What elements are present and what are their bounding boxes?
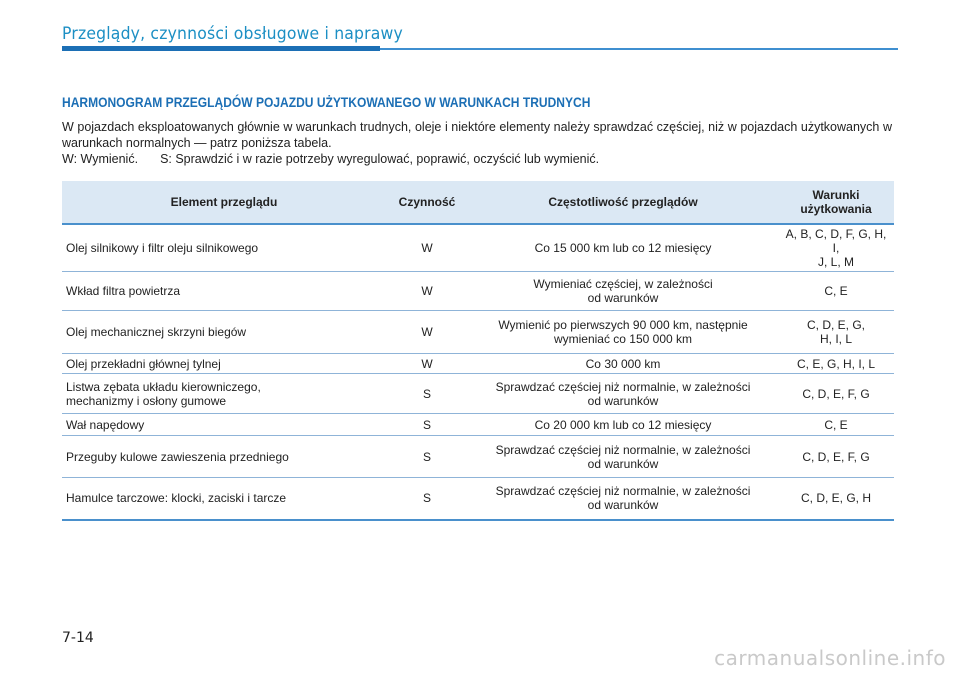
cell-frequency: Sprawdzać częściej niż normalnie, w zależności od warunków (468, 478, 778, 520)
table-row (62, 478, 894, 520)
table-row (62, 272, 894, 311)
table-row (62, 354, 894, 374)
cell-frequency: Sprawdzać częściej niż normalnie, w zależności od warunków (468, 436, 778, 478)
cell-action: S (386, 478, 468, 520)
intro-paragraph: W pojazdach eksploatowanych głównie w warunkach trudnych, oleje i niektóre elementy należy sprawdzać częściej, niż w pojazdach użytkowanych w warunkach normalnych — patrz poniższa tabela. (62, 120, 892, 150)
cell-conditions: C, D, E, F, G (778, 374, 894, 414)
cell-frequency: Co 30 000 km (468, 354, 778, 374)
cell-element: Olej przekładni głównej tylnej (62, 354, 386, 374)
cell-action: W (386, 272, 468, 311)
cell-conditions: C, D, E, G, H (778, 478, 894, 520)
page-number: 7-14 (62, 630, 94, 646)
maintenance-table (62, 181, 894, 521)
cell-action: S (386, 374, 468, 414)
chapter-rule-accent (62, 46, 380, 51)
cell-conditions: A, B, C, D, F, G, H, I, J, L, M (778, 224, 894, 272)
table-row (62, 311, 894, 354)
cell-frequency: Co 15 000 km lub co 12 miesięcy (468, 224, 778, 272)
cell-frequency: Sprawdzać częściej niż normalnie, w zależności od warunków (468, 374, 778, 414)
cell-frequency: Wymieniać częściej, w zależności od warunków (468, 272, 778, 311)
cell-conditions: C, E (778, 272, 894, 311)
cell-element: Olej silnikowy i filtr oleju silnikowego (62, 224, 386, 272)
cell-action: W (386, 311, 468, 354)
header-conditions: Warunki użytkowania (778, 181, 894, 224)
header-frequency: Częstotliwość przeglądów (468, 181, 778, 224)
cell-frequency: Co 20 000 km lub co 12 miesięcy (468, 414, 778, 436)
cell-conditions: C, E, G, H, I, L (778, 354, 894, 374)
legend-inspect: S: Sprawdzić i w razie potrzeby wyregulować, poprawić, oczyścić lub wymienić. (160, 152, 600, 166)
cell-action: W (386, 224, 468, 272)
cell-conditions: C, E (778, 414, 894, 436)
section-title: HARMONOGRAM PRZEGLĄDÓW POJAZDU UŻYTKOWANEGO W WARUNKACH TRUDNYCH (62, 94, 591, 110)
cell-action: S (386, 436, 468, 478)
cell-element: Wał napędowy (62, 414, 386, 436)
cell-element: Olej mechanicznej skrzyni biegów (62, 311, 386, 354)
table-row (62, 374, 894, 414)
cell-element: Hamulce tarczowe: klocki, zaciski i tarcze (62, 478, 386, 520)
table-header-row (62, 181, 894, 224)
cell-action: W (386, 354, 468, 374)
cell-element: Przeguby kulowe zawieszenia przedniego (62, 436, 386, 478)
cell-element: Wkład filtra powietrza (62, 272, 386, 311)
intro-block (62, 119, 892, 167)
table-row (62, 224, 894, 272)
legend-replace: W: Wymienić. (62, 152, 139, 166)
cell-conditions: C, D, E, G, H, I, L (778, 311, 894, 354)
chapter-title: Przeglądy, czynności obsługowe i naprawy (62, 24, 403, 44)
watermark: carmanualsonline.info (714, 646, 946, 670)
header-element: Element przeglądu (62, 181, 386, 224)
cell-action: S (386, 414, 468, 436)
cell-conditions: C, D, E, F, G (778, 436, 894, 478)
cell-element: Listwa zębata układu kierowniczego, mechanizmy i osłony gumowe (62, 374, 386, 414)
table-row (62, 414, 894, 436)
legend-line (62, 151, 892, 167)
cell-frequency: Wymienić po pierwszych 90 000 km, następnie wymieniać co 150 000 km (468, 311, 778, 354)
header-action: Czynność (386, 181, 468, 224)
table-row (62, 436, 894, 478)
